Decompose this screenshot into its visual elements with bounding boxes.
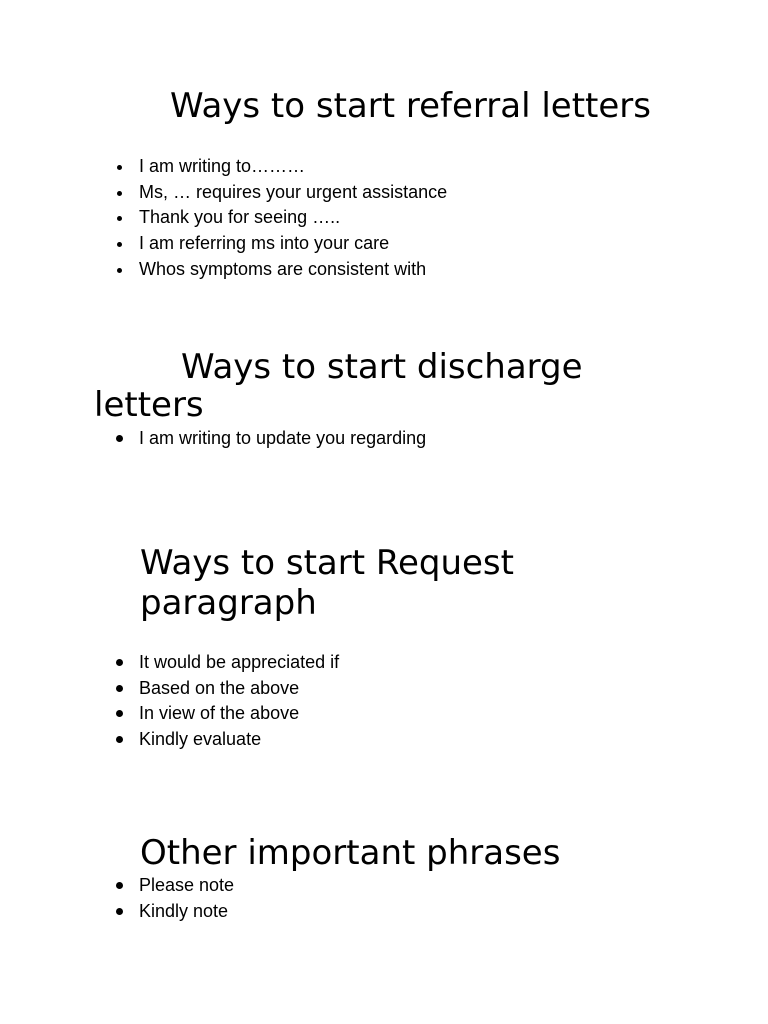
discharge-heading-line1: Ways to start discharge bbox=[181, 347, 583, 387]
discharge-heading-line2: letters bbox=[94, 385, 204, 425]
other-phrases-heading: Other important phrases bbox=[140, 833, 561, 873]
list-item: I am writing to……… bbox=[0, 154, 447, 180]
request-heading-line1: Ways to start Request bbox=[140, 543, 514, 583]
request-phrases-list bbox=[0, 650, 339, 753]
list-item: It would be appreciated if bbox=[0, 650, 339, 676]
list-item: I am referring ms into your care bbox=[0, 231, 447, 257]
list-item: I am writing to update you regarding bbox=[0, 426, 426, 452]
list-item: Based on the above bbox=[0, 676, 339, 702]
other-phrases-list bbox=[0, 873, 234, 924]
list-item: Kindly note bbox=[0, 899, 234, 925]
list-item: Ms, … requires your urgent assistance bbox=[0, 180, 447, 206]
list-item: Kindly evaluate bbox=[0, 727, 339, 753]
referral-heading: Ways to start referral letters bbox=[170, 86, 651, 126]
discharge-phrases-list bbox=[0, 426, 426, 452]
referral-phrases-list bbox=[0, 154, 447, 283]
request-heading-line2: paragraph bbox=[140, 583, 317, 623]
list-item: In view of the above bbox=[0, 701, 339, 727]
list-item: Whos symptoms are consistent with bbox=[0, 257, 447, 283]
list-item: Please note bbox=[0, 873, 234, 899]
list-item: Thank you for seeing ….. bbox=[0, 205, 447, 231]
